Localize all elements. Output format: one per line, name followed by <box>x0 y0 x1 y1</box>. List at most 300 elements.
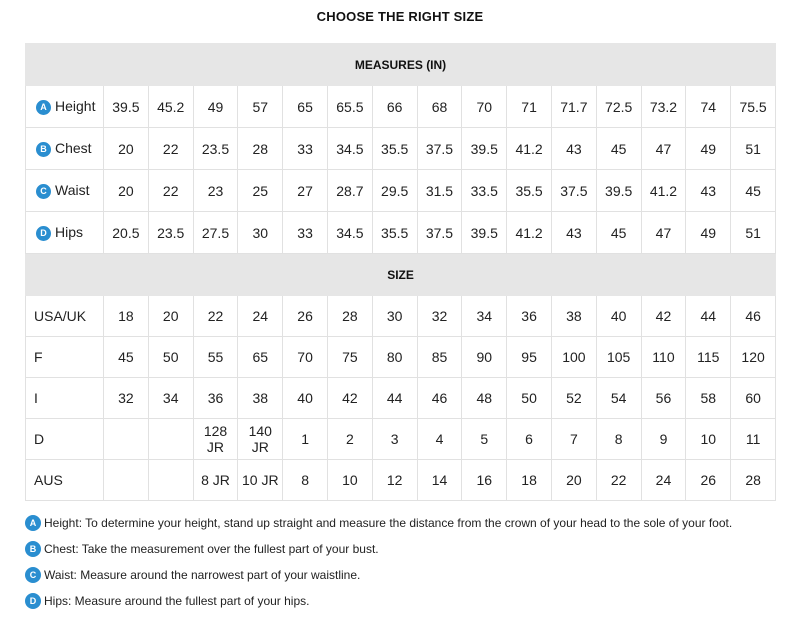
letter-badge-icon: B <box>36 142 51 157</box>
measures-section-header: MEASURES (IN) <box>26 44 776 86</box>
cell-value: 56 <box>655 390 672 406</box>
table-cell <box>551 337 596 378</box>
table-cell <box>148 337 193 378</box>
cell-value: 70 <box>476 98 493 115</box>
row-label-text: Chest <box>55 140 92 157</box>
table-cell <box>417 86 462 128</box>
table-cell <box>641 296 686 337</box>
cell-value: 24 <box>655 472 672 488</box>
cell-value: 30 <box>252 224 269 241</box>
cell-value: 80 <box>386 349 403 365</box>
cell-value: 22 <box>610 472 627 488</box>
table-cell <box>551 212 596 254</box>
cell-value: 32 <box>431 308 448 324</box>
cell-value: 23.5 <box>157 224 185 241</box>
table-cell <box>641 170 686 212</box>
cell-value: 20.5 <box>112 224 140 241</box>
table-cell <box>238 128 283 170</box>
cell-value: 39.5 <box>470 140 498 157</box>
table-cell <box>283 170 328 212</box>
note-item <box>25 510 785 536</box>
table-cell <box>507 419 552 460</box>
table-cell <box>641 212 686 254</box>
cell-value: 40 <box>610 308 627 324</box>
table-cell <box>551 86 596 128</box>
cell-value: 46 <box>431 390 448 406</box>
table-cell <box>148 378 193 419</box>
cell-value: 72.5 <box>605 98 633 115</box>
table-cell <box>327 212 372 254</box>
table-cell <box>238 460 283 501</box>
table-cell <box>551 170 596 212</box>
cell-value: 39.5 <box>470 224 498 241</box>
cell-value: 27.5 <box>201 224 230 241</box>
table-cell <box>193 460 238 501</box>
table-cell <box>462 337 507 378</box>
table-cell <box>596 337 641 378</box>
table-cell <box>327 128 372 170</box>
table-cell <box>731 337 776 378</box>
cell-value: 22 <box>207 308 224 324</box>
table-cell <box>686 337 731 378</box>
cell-value: 16 <box>476 472 493 488</box>
cell-value: 20 <box>566 472 582 488</box>
cell-value: 5 <box>480 431 489 447</box>
table-cell <box>372 86 417 128</box>
cell-value: 7 <box>569 431 578 447</box>
cell-value: 110 <box>652 349 675 365</box>
cell-value: 47 <box>655 140 672 157</box>
cell-value: 115 <box>697 349 720 365</box>
cell-value: 20 <box>162 308 179 324</box>
table-cell <box>193 337 238 378</box>
row-label <box>26 296 104 337</box>
table-cell <box>507 460 552 501</box>
row-label-text: Waist <box>55 182 90 199</box>
row-label-text: USA/UK <box>34 308 87 324</box>
table-cell <box>104 296 149 337</box>
table-cell <box>238 378 283 419</box>
cell-value: 36 <box>521 308 537 324</box>
table-cell <box>686 86 731 128</box>
row-label-text: D <box>34 431 45 447</box>
table-cell <box>238 86 283 128</box>
table-cell <box>596 460 641 501</box>
row-label <box>26 212 104 254</box>
table-cell <box>686 296 731 337</box>
table-cell <box>148 170 193 212</box>
table-cell <box>372 378 417 419</box>
table-cell <box>507 337 552 378</box>
cell-value: 70 <box>297 349 313 365</box>
table-cell <box>327 460 372 501</box>
table-cell <box>641 419 686 460</box>
cell-value: 28 <box>342 308 358 324</box>
table-cell <box>731 212 776 254</box>
table-cell <box>193 212 238 254</box>
cell-value: 41.2 <box>649 182 678 199</box>
table-cell <box>327 378 372 419</box>
table-cell <box>193 378 238 419</box>
table-cell <box>238 212 283 254</box>
table-cell <box>551 419 596 460</box>
table-cell <box>148 212 193 254</box>
cell-value: 28 <box>252 140 269 157</box>
cell-value: 2 <box>345 431 354 447</box>
row-label <box>26 419 104 460</box>
cell-value: 35.5 <box>381 224 409 241</box>
table-cell <box>462 419 507 460</box>
cell-value: 52 <box>566 390 582 406</box>
cell-value: 18 <box>118 308 134 324</box>
table-cell <box>686 460 731 501</box>
table-cell <box>283 337 328 378</box>
cell-value: 43 <box>566 140 582 157</box>
cell-value: 66 <box>386 98 403 115</box>
table-cell <box>283 86 328 128</box>
table-cell <box>148 419 193 460</box>
size-row-f <box>26 337 776 378</box>
table-cell <box>372 296 417 337</box>
size-row-d <box>26 419 776 460</box>
cell-value: 28 <box>745 472 761 488</box>
table-cell <box>731 419 776 460</box>
measure-row-height <box>26 86 776 128</box>
table-cell <box>327 337 372 378</box>
table-cell <box>417 128 462 170</box>
cell-value: 39.5 <box>112 98 140 115</box>
cell-value: 6 <box>525 431 533 447</box>
cell-value: 44 <box>700 308 717 324</box>
table-cell <box>641 128 686 170</box>
cell-value: 45 <box>745 182 761 199</box>
table-cell <box>686 378 731 419</box>
table-cell <box>283 460 328 501</box>
cell-value: 8 <box>301 472 309 488</box>
table-cell <box>641 337 686 378</box>
cell-value: 34 <box>476 308 493 324</box>
table-cell <box>731 296 776 337</box>
letter-badge-icon: C <box>25 567 41 583</box>
cell-value: 51 <box>745 224 761 241</box>
cell-value: 38 <box>252 390 269 406</box>
table-cell <box>641 378 686 419</box>
row-label <box>26 337 104 378</box>
note-text: Hips: Measure around the fullest part of your hips. <box>44 594 310 608</box>
cell-value: 37.5 <box>560 182 588 199</box>
row-label <box>26 378 104 419</box>
table-cell <box>417 170 462 212</box>
size-chart-table <box>25 43 776 501</box>
cell-value: 45 <box>118 349 134 365</box>
cell-value: 49 <box>207 98 224 115</box>
cell-value: 65 <box>252 349 269 365</box>
cell-value: 60 <box>745 390 761 406</box>
table-cell <box>507 128 552 170</box>
row-label <box>26 86 104 128</box>
table-cell <box>104 378 149 419</box>
cell-value: 22 <box>162 182 179 199</box>
cell-value: 34.5 <box>336 224 364 241</box>
table-cell <box>462 86 507 128</box>
table-cell <box>417 419 462 460</box>
cell-value: 10 JR <box>242 472 279 488</box>
table-cell <box>238 170 283 212</box>
table-cell <box>462 170 507 212</box>
cell-value: 35.5 <box>381 140 409 157</box>
table-cell <box>327 296 372 337</box>
table-cell <box>372 212 417 254</box>
letter-badge-icon: C <box>36 184 51 199</box>
table-cell <box>104 170 149 212</box>
table-cell <box>327 419 372 460</box>
note-item <box>25 562 785 588</box>
table-cell <box>641 460 686 501</box>
cell-value: 22 <box>162 140 179 157</box>
cell-value: 30 <box>386 308 403 324</box>
cell-value: 65.5 <box>336 98 364 115</box>
table-cell <box>417 378 462 419</box>
table-cell <box>731 460 776 501</box>
table-cell <box>731 378 776 419</box>
table-cell <box>104 212 149 254</box>
cell-value: 39.5 <box>605 182 633 199</box>
note-text: Chest: Take the measurement over the fullest part of your bust. <box>44 542 379 556</box>
size-row-aus <box>26 460 776 501</box>
table-cell <box>148 86 193 128</box>
cell-value: 120 <box>741 349 765 365</box>
cell-value: 33.5 <box>470 182 498 199</box>
table-cell <box>417 337 462 378</box>
size-section-header: SIZE <box>26 254 776 296</box>
cell-value: 33 <box>297 224 313 241</box>
cell-value: 105 <box>606 349 631 365</box>
cell-value: 8 JR <box>201 472 230 488</box>
cell-value: 75 <box>342 349 358 365</box>
note-item <box>25 536 785 562</box>
table-cell <box>104 337 149 378</box>
table-cell <box>462 378 507 419</box>
table-cell <box>462 128 507 170</box>
cell-value: 10 <box>700 431 717 447</box>
table-cell <box>551 460 596 501</box>
cell-value: 47 <box>655 224 672 241</box>
table-cell <box>372 128 417 170</box>
table-cell <box>327 86 372 128</box>
cell-value: 20 <box>118 182 134 199</box>
cell-value: 90 <box>476 349 493 365</box>
cell-value: 33 <box>297 140 313 157</box>
table-cell <box>686 419 731 460</box>
cell-value: 55 <box>207 349 224 365</box>
letter-badge-icon: A <box>25 515 41 531</box>
cell-value: 74 <box>700 98 717 115</box>
cell-value: 23 <box>207 182 224 199</box>
table-cell <box>507 170 552 212</box>
row-label <box>26 128 104 170</box>
cell-value: 36 <box>207 390 224 406</box>
cell-value: 3 <box>390 431 399 447</box>
cell-value: 85 <box>431 349 448 365</box>
table-cell <box>641 86 686 128</box>
cell-value: 40 <box>297 390 313 406</box>
cell-value: 27 <box>297 182 313 199</box>
letter-badge-icon: A <box>36 100 51 115</box>
cell-value: 12 <box>386 472 403 488</box>
cell-value: 31.5 <box>425 182 454 199</box>
cell-value: 38 <box>566 308 582 324</box>
table-cell <box>104 460 149 501</box>
cell-value: 100 <box>562 349 586 365</box>
cell-value: 43 <box>566 224 582 241</box>
table-cell <box>462 296 507 337</box>
table-cell <box>731 86 776 128</box>
cell-value: 46 <box>745 308 761 324</box>
cell-value: 45.2 <box>157 98 185 115</box>
cell-value: 57 <box>252 98 269 115</box>
table-cell <box>507 86 552 128</box>
measure-row-hips <box>26 212 776 254</box>
cell-value: 71 <box>521 98 537 115</box>
table-cell <box>462 212 507 254</box>
table-cell <box>283 419 328 460</box>
table-cell <box>148 128 193 170</box>
cell-value: 95 <box>521 349 537 365</box>
note-item <box>25 588 785 614</box>
cell-value: 26 <box>700 472 717 488</box>
table-cell <box>596 86 641 128</box>
cell-value: 20 <box>118 140 134 157</box>
cell-value: 50 <box>521 390 537 406</box>
cell-value: 48 <box>476 390 493 406</box>
cell-value: 50 <box>162 349 179 365</box>
cell-value: 45 <box>610 140 627 157</box>
measurement-notes <box>25 510 785 614</box>
table-cell <box>507 296 552 337</box>
measure-row-chest <box>26 128 776 170</box>
table-cell <box>283 296 328 337</box>
cell-value: 44 <box>386 390 403 406</box>
row-label-text: F <box>34 349 43 365</box>
cell-value: 140 JR <box>248 423 272 455</box>
cell-value: 73.2 <box>649 98 678 115</box>
table-cell <box>283 378 328 419</box>
table-cell <box>104 128 149 170</box>
cell-value: 28.7 <box>336 182 364 199</box>
cell-value: 45 <box>610 224 627 241</box>
cell-value: 18 <box>521 472 537 488</box>
table-cell <box>193 419 238 460</box>
cell-value: 4 <box>435 431 444 447</box>
cell-value: 34 <box>162 390 179 406</box>
table-cell <box>238 296 283 337</box>
table-cell <box>551 378 596 419</box>
cell-value: 42 <box>342 390 358 406</box>
cell-value: 23.5 <box>201 140 230 157</box>
size-row-i <box>26 378 776 419</box>
row-label-text: Height <box>55 98 96 115</box>
page-title: CHOOSE THE RIGHT SIZE <box>316 9 484 24</box>
cell-value: 128 JR <box>203 423 228 455</box>
table-cell <box>462 460 507 501</box>
table-cell <box>551 296 596 337</box>
table-cell <box>596 419 641 460</box>
cell-value: 49 <box>700 140 717 157</box>
cell-value: 32 <box>118 390 134 406</box>
table-cell <box>193 128 238 170</box>
cell-value: 65 <box>297 98 313 115</box>
table-cell <box>596 128 641 170</box>
table-cell <box>507 378 552 419</box>
cell-value: 71.7 <box>560 98 588 115</box>
table-cell <box>686 212 731 254</box>
cell-value: 24 <box>252 308 269 324</box>
cell-value: 29.5 <box>381 182 409 199</box>
table-cell <box>327 170 372 212</box>
table-cell <box>596 212 641 254</box>
cell-value: 75.5 <box>739 98 767 115</box>
table-cell <box>238 419 283 460</box>
table-cell <box>372 337 417 378</box>
table-cell <box>372 419 417 460</box>
table-cell <box>193 296 238 337</box>
letter-badge-icon: D <box>36 226 51 241</box>
cell-value: 54 <box>610 390 627 406</box>
size-row-usa-uk <box>26 296 776 337</box>
cell-value: 68 <box>431 98 448 115</box>
letter-badge-icon: D <box>25 593 41 609</box>
row-label-text: AUS <box>34 472 63 488</box>
table-cell <box>104 419 149 460</box>
table-cell <box>417 212 462 254</box>
table-cell <box>283 128 328 170</box>
table-cell <box>238 337 283 378</box>
cell-value: 9 <box>659 431 668 447</box>
cell-value: 37.5 <box>425 140 454 157</box>
table-cell <box>148 460 193 501</box>
cell-value: 8 <box>614 431 623 447</box>
note-text: Waist: Measure around the narrowest part of your waistline. <box>44 568 361 582</box>
row-label-text: Hips <box>55 224 84 241</box>
cell-value: 11 <box>745 431 761 447</box>
cell-value: 1 <box>301 431 309 447</box>
cell-value: 43 <box>700 182 717 199</box>
table-cell <box>731 128 776 170</box>
table-cell <box>507 212 552 254</box>
row-label <box>26 170 104 212</box>
cell-value: 25 <box>252 182 269 199</box>
cell-value: 49 <box>700 224 717 241</box>
table-cell <box>551 128 596 170</box>
cell-value: 10 <box>342 472 358 488</box>
table-cell <box>596 378 641 419</box>
table-cell <box>731 170 776 212</box>
cell-value: 51 <box>745 140 761 157</box>
letter-badge-icon: B <box>25 541 41 557</box>
cell-value: 34.5 <box>336 140 364 157</box>
table-cell <box>596 170 641 212</box>
table-cell <box>417 296 462 337</box>
cell-value: 42 <box>655 308 672 324</box>
measure-row-waist <box>26 170 776 212</box>
note-text: Height: To determine your height, stand up straight and measure the distance from the crown of your head to the sole of your foot. <box>44 516 733 530</box>
table-cell <box>686 128 731 170</box>
row-label <box>26 460 104 501</box>
cell-value: 35.5 <box>515 182 543 199</box>
cell-value: 41.2 <box>515 224 543 241</box>
table-cell <box>372 460 417 501</box>
cell-value: 14 <box>431 472 448 488</box>
